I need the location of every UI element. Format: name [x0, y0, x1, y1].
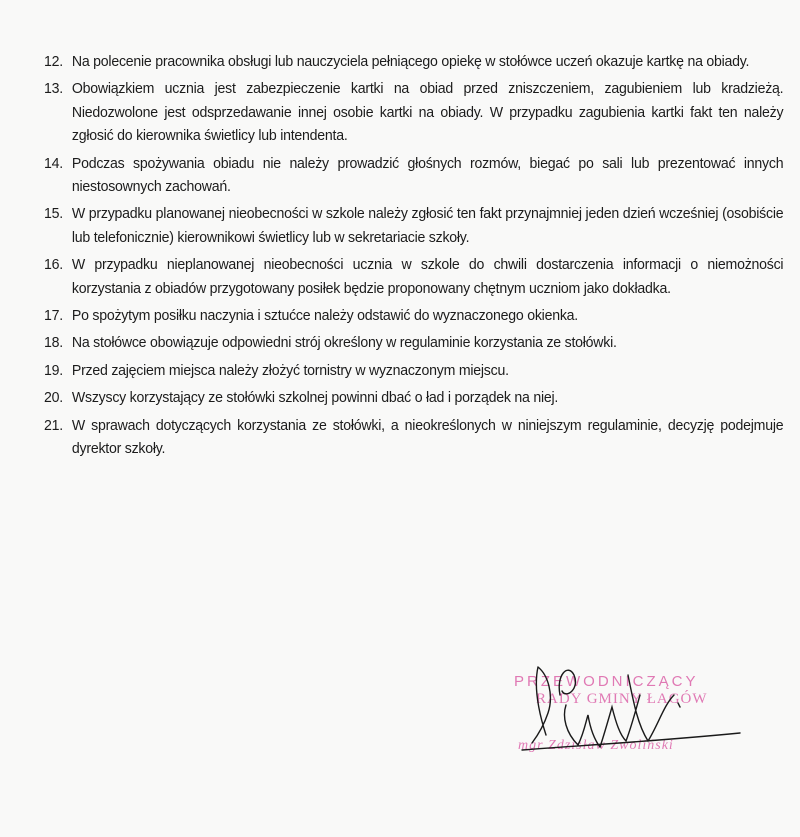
- rule-number: 18.: [44, 334, 63, 352]
- rule-text: Podczas spożywania obiadu nie należy prowadzić głośnych rozmów, biegać po sali lub prezentować innych niestosownych zachowań.: [71, 154, 784, 196]
- rule-number: 14.: [44, 154, 63, 172]
- stamp-title: PRZEWODNICZĄCY: [514, 673, 699, 690]
- rule-item: [44, 152, 783, 199]
- rule-text: Na stołówce obowiązuje odpowiedni strój określony w regulaminie korzystania ze stołówki.: [71, 334, 617, 352]
- rule-item: [44, 414, 783, 461]
- rule-item: [44, 77, 783, 147]
- rule-item: [44, 304, 783, 327]
- stamp-council: RADY GMINY ŁAGÓW: [536, 691, 708, 707]
- handwritten-signature: [508, 655, 748, 765]
- rule-number: 16.: [44, 256, 63, 274]
- rule-item: [44, 359, 783, 382]
- rules-list: [44, 50, 784, 465]
- rule-text: W sprawach dotyczących korzystania ze stołówki, a nieokreślonych w niniejszym regulaminie, decyzję podejmuje dyrektor szkoły.: [71, 416, 784, 458]
- rule-text: Po spożytym posiłku naczynia i sztućce należy odstawić do wyznaczonego okienka.: [71, 307, 578, 325]
- stamp-name: mgr Zdzisław Zwoliński: [518, 738, 674, 753]
- rule-text: W przypadku nieplanowanej nieobecności ucznia w szkole do chwili dostarczenia informacji o niemożności korzystania z obiadów przygotowany posiłek będzie proponowany chętnym uczniom jako dokładka.: [71, 256, 784, 297]
- rule-number: 15.: [44, 205, 63, 223]
- rule-text: Na polecenie pracownika obsługi lub nauczyciela pełniącego opiekę w stołówce uczeń okazuje kartkę na obiady.: [71, 53, 750, 70]
- rule-number: 13.: [44, 80, 63, 98]
- rule-item: [44, 386, 783, 409]
- rule-number: 17.: [44, 307, 63, 325]
- rule-text: Wszyscy korzystający ze stołówki szkolnej powinni dbać o ład i porządek na niej.: [71, 389, 559, 407]
- rule-text: W przypadku planowanej nieobecności w szkole należy zgłosić ten fakt przynajmniej jeden dzień wcześniej (osobiście lub telefonicznie) kierownikowi świetlicy lub w sekretariacie szkoły.: [71, 205, 784, 246]
- rule-item: [44, 50, 783, 73]
- rule-text: Przed zajęciem miejsca należy złożyć tornistry w wyznaczonym miejscu.: [71, 361, 509, 379]
- rule-number: 20.: [44, 389, 63, 407]
- official-stamp: [508, 655, 748, 765]
- rule-item: [44, 202, 783, 249]
- rule-number: 12.: [44, 53, 63, 70]
- rule-item: [44, 331, 783, 354]
- rule-number: 21.: [44, 416, 63, 434]
- rule-text: Obowiązkiem ucznia jest zabezpieczenie kartki na obiad przed zniszczeniem, zagubieniem lub kradzieżą. Niedozwolone jest odsprzedawanie innej osobie kartki na obiady. W przypadku zagubienia kartki fakt ten należy zgłosić do kierownika świetlicy lub intendenta.: [71, 80, 784, 145]
- rule-item: [44, 253, 783, 300]
- rule-number: 19.: [44, 361, 63, 379]
